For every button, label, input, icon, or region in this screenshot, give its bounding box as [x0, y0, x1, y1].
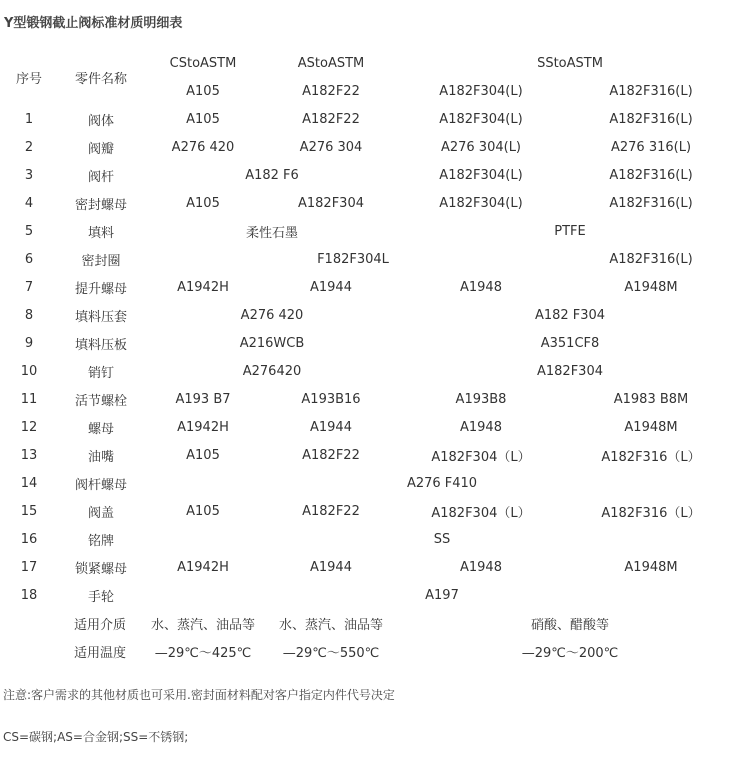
- table-row: [0, 245, 740, 273]
- header-row-groups: [0, 49, 740, 77]
- note-abbreviations: CS=碳钢;AS=合金钢;SS=不锈钢;: [3, 730, 189, 744]
- material-cell: F182F304L: [317, 251, 389, 267]
- material-cell: A197: [425, 587, 459, 603]
- table-row: [0, 133, 740, 161]
- material-cell: A105: [186, 447, 220, 463]
- part-name: 铭牌: [87, 533, 114, 549]
- row-number: 3: [24, 167, 34, 183]
- footer-cell: 水、蒸汽、油品等: [150, 617, 255, 633]
- material-cell: A182F304: [537, 363, 603, 379]
- part-name: 螺母: [87, 421, 114, 437]
- table-row: [0, 385, 740, 413]
- material-cell: A182F304（L）: [431, 505, 531, 521]
- header-grade: A182F22: [302, 83, 360, 99]
- header-no: 序号: [15, 71, 42, 87]
- material-table: [0, 49, 740, 665]
- part-name: 填料压套: [74, 309, 127, 325]
- material-cell: A182F22: [302, 503, 360, 519]
- table-row: [0, 105, 740, 133]
- table-row: [0, 273, 740, 301]
- material-cell: A276 F410: [406, 475, 478, 491]
- material-cell: A216WCB: [239, 335, 305, 351]
- material-cell: A1944: [310, 559, 352, 575]
- footer-cell: —29℃～425℃: [154, 645, 252, 661]
- part-name: 密封圈: [81, 253, 121, 269]
- material-cell: A276 420: [240, 307, 304, 323]
- row-number: 16: [20, 531, 38, 547]
- material-cell: A182F316（L）: [601, 449, 701, 465]
- header-part: 零件名称: [74, 71, 127, 87]
- header-grade: A105: [186, 83, 220, 99]
- row-number: 8: [24, 307, 34, 323]
- material-cell: A105: [186, 195, 220, 211]
- row-number: 9: [24, 335, 34, 351]
- footer-row: [0, 637, 740, 665]
- row-number: 12: [20, 419, 38, 435]
- row-number: 5: [24, 223, 34, 239]
- part-name: 油嘴: [87, 449, 114, 465]
- table-row: [0, 525, 740, 553]
- material-cell: A1948M: [624, 279, 678, 295]
- material-cell: A193B8: [455, 391, 507, 407]
- part-name: 销钉: [87, 365, 114, 381]
- table-row: [0, 581, 740, 609]
- material-cell: A1944: [310, 419, 352, 435]
- footer-row: [0, 609, 740, 637]
- material-cell: A182F316(L): [609, 195, 693, 211]
- material-cell: A1942H: [177, 559, 229, 575]
- part-name: 密封螺母: [74, 197, 127, 213]
- row-number: 10: [20, 363, 38, 379]
- material-cell: A1948M: [624, 419, 678, 435]
- material-cell: A182F304: [298, 195, 364, 211]
- material-cell: PTFE: [554, 223, 586, 239]
- row-number: 7: [24, 279, 34, 295]
- table-row: [0, 553, 740, 581]
- footer-cell: —29℃～200℃: [521, 645, 619, 661]
- material-cell: A1942H: [177, 419, 229, 435]
- material-cell: A1948: [460, 419, 502, 435]
- material-cell: A276 316(L): [610, 139, 692, 155]
- row-number: 18: [20, 587, 38, 603]
- footer-cell: —29℃～550℃: [282, 645, 380, 661]
- header-group-ss: SStoASTM: [537, 55, 603, 71]
- part-name: 阀杆: [87, 169, 114, 185]
- material-cell: A1948M: [624, 559, 678, 575]
- row-number: 15: [20, 503, 38, 519]
- material-cell: A1942H: [177, 279, 229, 295]
- table-row: [0, 161, 740, 189]
- material-cell: 柔性石墨: [245, 225, 298, 241]
- material-cell: A1948: [460, 279, 502, 295]
- part-name: 阀体: [87, 113, 114, 129]
- page-title: Y型锻钢截止阀标准材质明细表: [4, 16, 183, 31]
- part-name: 活节螺栓: [74, 393, 127, 409]
- footer-cell: 水、蒸汽、油品等: [278, 617, 383, 633]
- material-cell: A193 B7: [175, 391, 231, 407]
- table-row: [0, 189, 740, 217]
- material-cell: A276 420: [171, 139, 235, 155]
- header-grade: A182F304(L): [439, 83, 523, 99]
- material-cell: A276420: [242, 363, 302, 379]
- footer-cell: 硝酸、醋酸等: [531, 617, 610, 633]
- table-row: [0, 441, 740, 469]
- table-row: [0, 217, 740, 245]
- row-number: 13: [20, 447, 38, 463]
- material-cell: A1983 B8M: [613, 391, 689, 407]
- table-row: [0, 497, 740, 525]
- part-name: 填料压板: [74, 337, 127, 353]
- material-cell: A182F316(L): [609, 167, 693, 183]
- row-number: 4: [24, 195, 34, 211]
- table-row: [0, 357, 740, 385]
- material-cell: A276 304: [299, 139, 363, 155]
- footer-label: 适用介质: [73, 617, 126, 633]
- material-cell: A182F316(L): [609, 111, 693, 127]
- row-number: 14: [20, 475, 38, 491]
- material-cell: A182F22: [302, 111, 360, 127]
- material-cell: A182F316(L): [609, 251, 693, 267]
- table-row: [0, 469, 740, 497]
- table-row: [0, 329, 740, 357]
- material-cell: A182 F6: [245, 167, 299, 183]
- header-grade: A182F316(L): [609, 83, 693, 99]
- material-cell: A182F316（L）: [601, 505, 701, 521]
- part-name: 提升螺母: [74, 281, 127, 297]
- material-cell: A105: [186, 503, 220, 519]
- material-table-body: [0, 49, 740, 665]
- material-cell: A182F304(L): [439, 111, 523, 127]
- header-group-as: AStoASTM: [297, 55, 365, 71]
- material-cell: A182 F304: [534, 307, 606, 323]
- row-number: 11: [20, 391, 38, 407]
- material-cell: A182F304(L): [439, 195, 523, 211]
- footer-label: 适用温度: [73, 645, 126, 661]
- part-name: 填料: [87, 225, 114, 241]
- material-cell: A1944: [310, 279, 352, 295]
- table-row: [0, 413, 740, 441]
- material-cell: A182F22: [302, 447, 360, 463]
- part-name: 手轮: [87, 589, 114, 605]
- row-number: 2: [24, 139, 34, 155]
- note-custom-material: 注意:客户需求的其他材质也可采用.密封面材料配对客户指定内件代号决定: [3, 688, 395, 702]
- row-number: 6: [24, 251, 34, 267]
- material-cell: SS: [433, 531, 451, 547]
- table-row: [0, 301, 740, 329]
- material-cell: A1948: [460, 559, 502, 575]
- header-group-cs: CStoASTM: [169, 55, 237, 71]
- part-name: 阀盖: [87, 505, 114, 521]
- material-cell: A182F304(L): [439, 167, 523, 183]
- material-cell: A193B16: [301, 391, 361, 407]
- part-name: 锁紧螺母: [74, 561, 127, 577]
- row-number: 1: [24, 111, 34, 127]
- row-number: 17: [20, 559, 38, 575]
- material-cell: A351CF8: [540, 335, 600, 351]
- material-cell: A105: [186, 111, 220, 127]
- part-name: 阀杆螺母: [74, 477, 127, 493]
- material-cell: A182F304（L）: [431, 449, 531, 465]
- part-name: 阀瓣: [87, 141, 114, 157]
- material-cell: A276 304(L): [440, 139, 522, 155]
